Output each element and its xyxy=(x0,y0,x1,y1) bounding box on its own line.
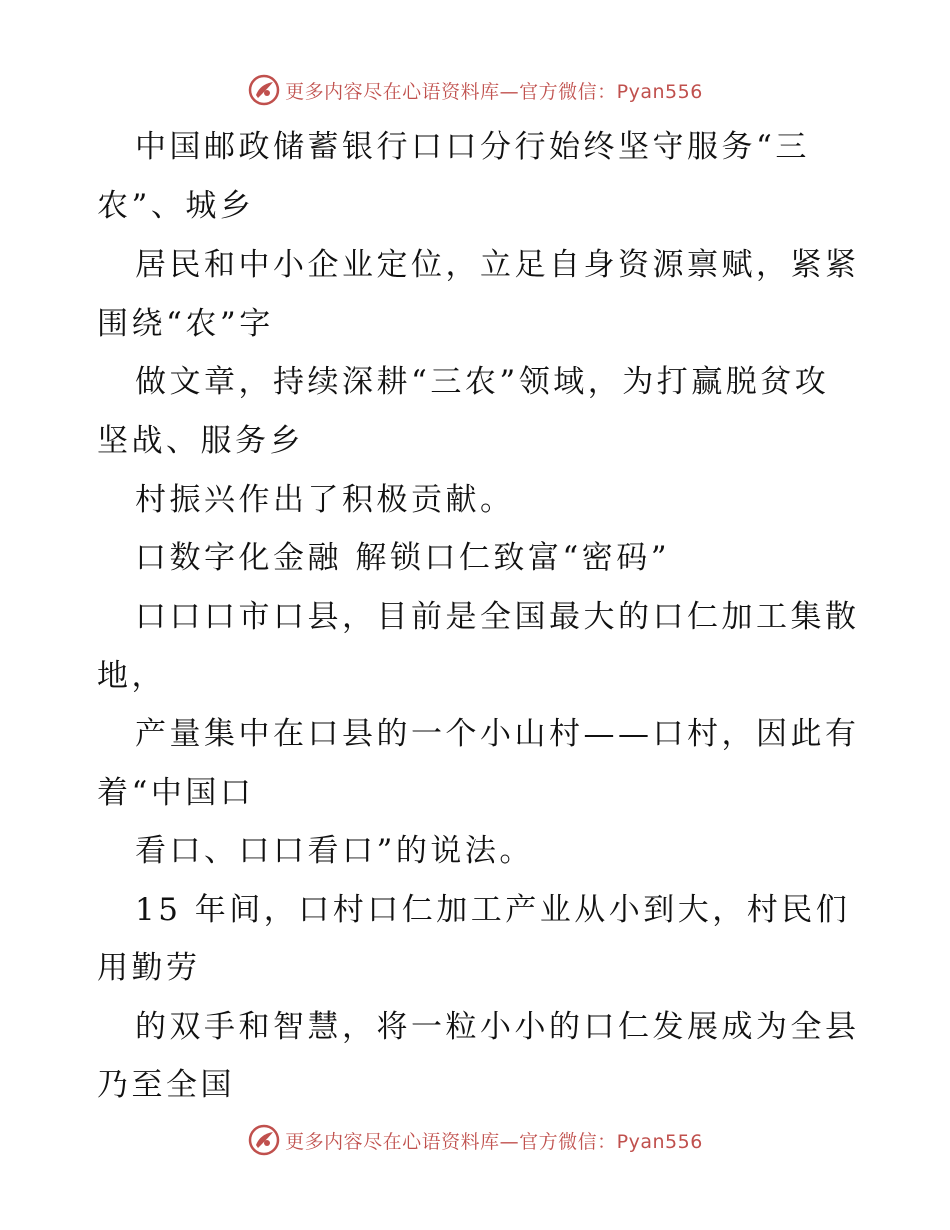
body-line: 着“中国口 xyxy=(97,775,255,811)
footer-banner xyxy=(0,1120,950,1160)
red-seal-logo-icon xyxy=(247,73,281,107)
body-line: 中国邮政储蓄银行口口分行始终坚守服务“三 xyxy=(135,129,810,165)
body-line: 地， xyxy=(97,658,166,694)
header-banner-text: 更多内容尽在心语资料库—官方微信：Pyan556 xyxy=(285,80,703,103)
body-line: 农”、城乡 xyxy=(97,188,255,224)
footer-banner-text: 更多内容尽在心语资料库—官方微信：Pyan556 xyxy=(285,1130,703,1153)
body-line: 的双手和智慧，将一粒小小的口仁发展成为全县 xyxy=(135,1009,860,1045)
body-line: 围绕“农”字 xyxy=(97,306,274,342)
body-line: 居民和中小企业定位，立足自身资源禀赋，紧紧 xyxy=(135,247,860,283)
body-line: 坚战、服务乡 xyxy=(97,423,304,459)
body-line: 做文章，持续深耕“三农”领域，为打赢脱贫攻 xyxy=(135,364,830,400)
body-line: 15 年间，口村口仁加工产业从小到大，村民们 xyxy=(135,892,851,928)
body-line: 村振兴作出了积极贡献。 xyxy=(135,482,515,518)
body-line: 口数字化金融 解锁口仁致富“密码” xyxy=(135,540,671,576)
body-line: 口口口市口县，目前是全国最大的口仁加工集散 xyxy=(135,599,860,635)
body-line: 乃至全国 xyxy=(97,1067,235,1103)
body-line: 用勤劳 xyxy=(97,950,201,986)
red-seal-logo-icon xyxy=(247,1123,281,1157)
body-line: 产量集中在口县的一个小山村——口村，因此有 xyxy=(135,716,860,752)
header-banner xyxy=(0,70,950,110)
body-line: 看口、口口看口”的说法。 xyxy=(135,833,534,869)
